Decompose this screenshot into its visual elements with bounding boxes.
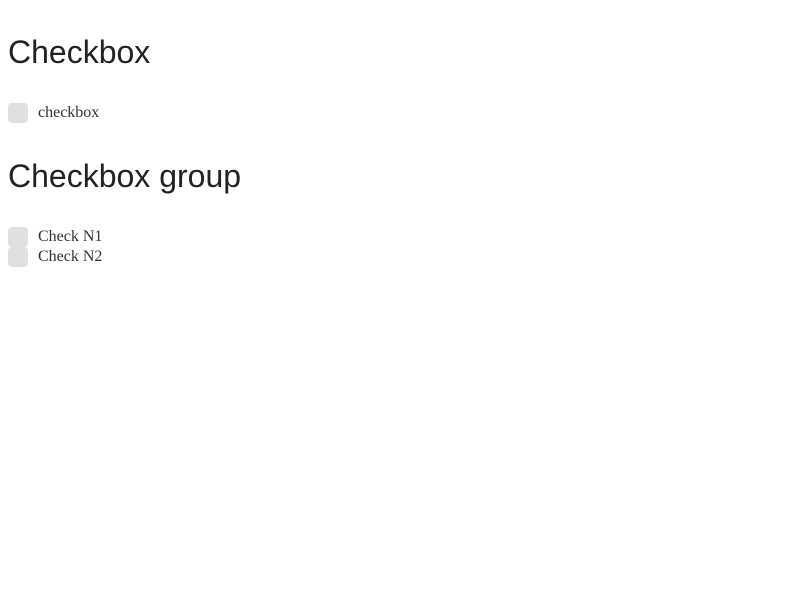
checkbox-group-title: Checkbox group: [8, 158, 242, 194]
checkbox-control[interactable]: [8, 103, 28, 123]
checkbox-section-title: Checkbox: [8, 34, 151, 70]
checkbox-group-item-n2[interactable]: [8, 247, 102, 267]
checkbox-n1-label: Check N1: [38, 228, 103, 245]
checkbox-n2-label: Check N2: [38, 248, 103, 265]
checkbox-row[interactable]: [8, 103, 99, 123]
checkbox-group-item-n1[interactable]: [8, 227, 102, 247]
checkbox-label: checkbox: [38, 104, 100, 121]
checkbox-n1-control[interactable]: [8, 227, 28, 247]
checkbox-n2-control[interactable]: [8, 247, 28, 267]
